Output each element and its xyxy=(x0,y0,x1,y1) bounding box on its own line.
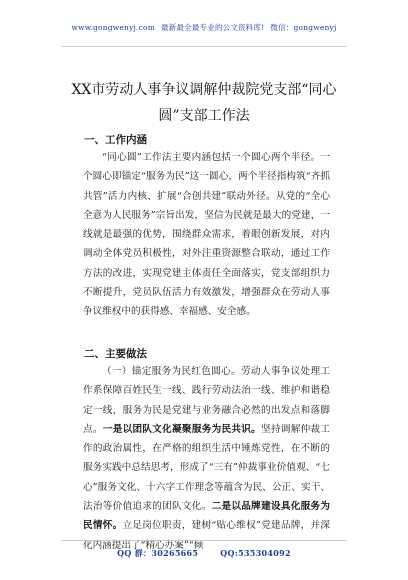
title-line-1: XX市劳动人事争议调解仲裁院党支部“同心 xyxy=(71,82,337,98)
section-2-text-a: （一）锚定服务为民红色圆心。劳动人事争议处理工作系保障百姓民生一线、践行劳动法治一线、维护和谐稳定一线，服务为民是党建与业务融合必然的出发点和落脚点。 xyxy=(83,366,330,435)
section-heading-2: 二、主要做法 xyxy=(84,348,147,360)
section-2-bold-1: 一是以团队文化凝聚服务为民共识。 xyxy=(102,423,262,435)
wechat-id: 微信：gongwenyj xyxy=(270,23,337,32)
section-2-text-c: 立足岗位职责，建树“贴心维权”党建品牌，并深化内涵提出了“精心办案”“倾 xyxy=(83,520,331,551)
section-heading-1: 一、工作内涵 xyxy=(84,134,147,146)
qq-group: QQ 群：30265665 xyxy=(117,548,199,558)
section-2-bold-2: 二是以品牌建设具化服务为民情怀。 xyxy=(83,501,331,532)
site-url-link[interactable]: www.gongwenyj.com xyxy=(71,23,156,32)
site-footer xyxy=(0,548,408,559)
section-2-paragraph xyxy=(83,362,330,555)
header-divider xyxy=(62,46,346,47)
section-2-text-b: 坚持调解仲裁工作的政治属性，在严格的组织生活中锤炼党性，在不断的服务实践中总结思考，形成了“三有”仲裁事业价值观、“七心”服务文化、十六字工作理念等蕴含为民、公正、实干、法治等价值追求的团队文化。 xyxy=(83,423,331,513)
qq-number: QQ:535304092 xyxy=(220,548,291,558)
site-slogan: 最新最全最专业的公文资料库! xyxy=(161,23,265,32)
footer-divider xyxy=(62,540,346,541)
section-1-paragraph: “同心圆”工作法主要内涵包括一个圆心两个半径。一个圆心即锚定“服务为民”这一圆心，两个半径指构筑“齐抓共管”活力内核、扩展“合创共建”联动外径。从党的“全心全意为人民服务”宗旨出发，坚信为民就是最大的党建，一线就是最强的优势，围绕群众需求，着眼创新发展，对内调动全体党员积极性，对外注重资源整合联动，通过工作方法的改进，实现党建主体责任全面落实，党支部组织力不断提升，党员队伍活力有效激发，增强群众在劳动人事争议维权中的获得感、幸福感、安全感。 xyxy=(83,152,330,318)
title-line-2: 圆”支部工作法 xyxy=(158,108,250,124)
document-title xyxy=(60,77,348,129)
site-header xyxy=(0,22,408,33)
